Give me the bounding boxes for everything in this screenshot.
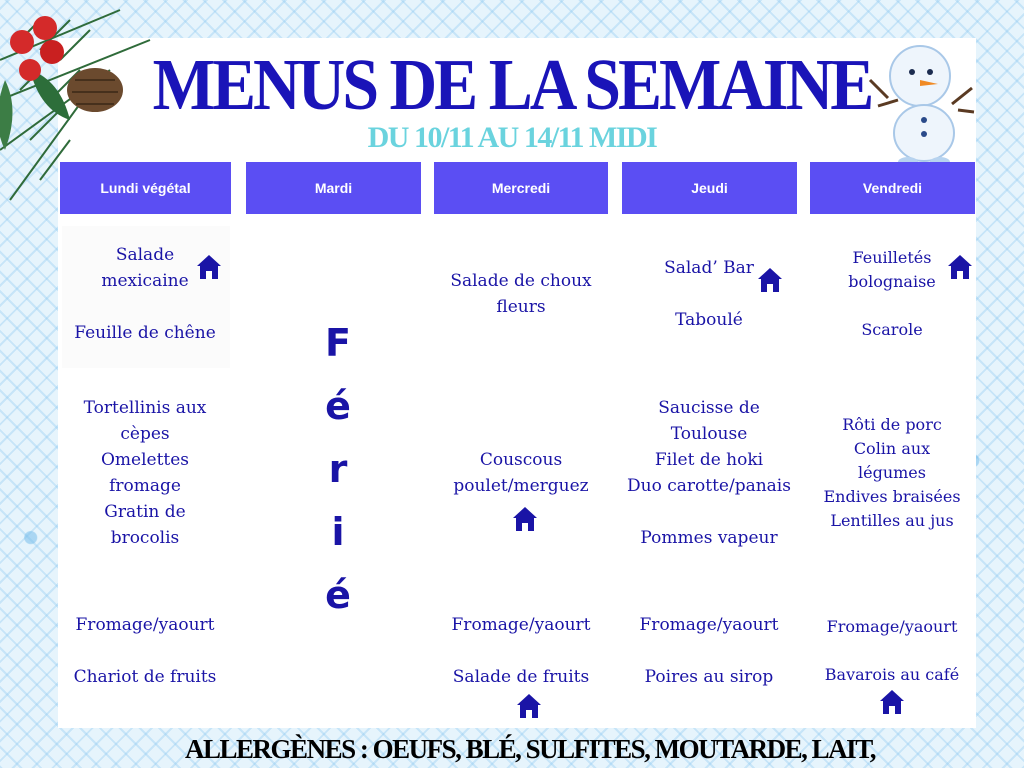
thursday-main2: Filet de hoki (654, 450, 764, 470)
holiday-letter: F (325, 321, 351, 365)
tuesday-holiday (318, 312, 358, 627)
holiday-letter: é (325, 384, 351, 428)
friday-side: Endives braisées (823, 487, 961, 506)
monday-salad: Feuille de chêne (74, 323, 216, 343)
friday-dessert: Bavarois au café (824, 665, 960, 684)
thursday-main: Saucisse de Toulouse (658, 398, 760, 444)
friday-main2: Colin aux légumes (853, 439, 931, 482)
monday-cheese: Fromage/yaourt (75, 615, 215, 635)
thursday-cheese: Fromage/yaourt (639, 615, 779, 635)
house-icon (515, 692, 543, 720)
header-wednesday: Mercredi (434, 162, 608, 214)
friday-salad: Scarole (861, 320, 923, 339)
header-thursday: Jeudi (622, 162, 797, 214)
friday-starter: Feuilletés bolognaise (848, 248, 936, 291)
monday-dessert: Chariot de fruits (73, 667, 217, 687)
thursday-side2: Pommes vapeur (640, 528, 778, 548)
thursday-starter: Salad’ Bar (664, 258, 754, 278)
header-monday: Lundi végétal (60, 162, 231, 214)
wednesday-main: Couscous poulet/merguez (453, 450, 589, 496)
monday-side: Gratin de brocolis (104, 502, 186, 548)
thursday-side: Duo carotte/panais (627, 476, 791, 496)
header-tuesday: Mardi (246, 162, 421, 214)
house-icon (946, 253, 974, 281)
holiday-letter: é (325, 573, 351, 617)
holiday-letter: r (328, 447, 348, 491)
wednesday-starter: Salade de choux fleurs (450, 271, 592, 317)
friday-side2: Lentilles au jus (830, 511, 954, 530)
allergens-note: ALLERGÈNES : OEUFS, BLÉ, SULFITES, MOUTARDE, LAIT, (185, 734, 875, 764)
wednesday-cheese: Fromage/yaourt (451, 615, 591, 635)
date-range: DU 10/11 AU 14/11 MIDI (367, 121, 657, 154)
friday-main: Rôti de porc (842, 415, 942, 434)
house-icon (511, 505, 539, 533)
monday-main: Tortellinis aux cèpes (83, 398, 207, 444)
thursday-salad: Taboulé (675, 310, 743, 330)
monday-starter: Salade mexicaine (101, 245, 189, 291)
house-icon (878, 688, 906, 716)
monday-main2: Omelettes fromage (100, 450, 190, 496)
friday-cheese: Fromage/yaourt (826, 617, 958, 636)
house-icon (195, 253, 223, 281)
page-title: MENUS DE LA SEMAINE (152, 45, 872, 126)
house-icon (756, 266, 784, 294)
header-friday: Vendredi (810, 162, 975, 214)
wednesday-dessert: Salade de fruits (452, 667, 590, 687)
thursday-dessert: Poires au sirop (644, 667, 774, 687)
holiday-letter: i (331, 510, 345, 554)
